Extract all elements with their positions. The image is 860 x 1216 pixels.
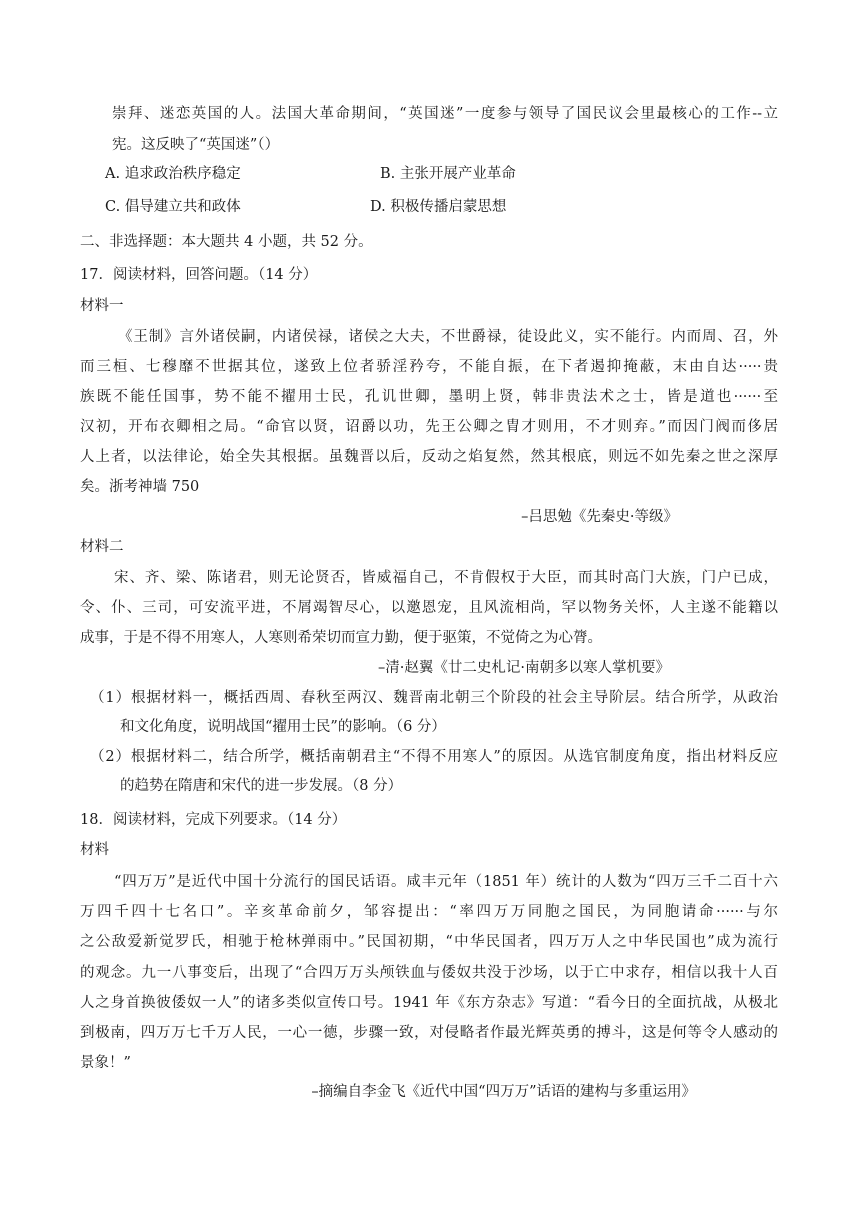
q17-subquestion2-line1: （2）根据材料二，结合所学，概括南朝君主“不得不用寒人”的原因。从选官制度角度，指出材料反应 [90, 749, 778, 765]
q17-material1-line: 《王制》言外诸侯嗣，内诸侯禄，诸侯之大夫，不世爵禄，徒设此义，实不能行。内而周、召，外 [118, 329, 778, 345]
q18-material-line: 万四千四十七名口”。辛亥革命前夕，邹容提出：“率四万万同胞之国民，为同胞请命······与尔 [80, 904, 778, 920]
q17-material2-line: 成事，于是不得不用寒人，人寒则希荣切而宣力勤，便于驱策，不觉倚之为心膂。 [80, 630, 602, 646]
q17-material1-line: 人上者，以法律论，始全失其根据。虽魏晋以后，反动之焰复然，然其根底，则远不如先秦之世之深厚 [80, 449, 778, 465]
q16-stem-line1: 崇拜、迷恋英国的人。法国大革命期间，“英国迷”一度参与领导了国民议会里最核心的工作--立 [112, 106, 778, 122]
q17-subquestion2-line2: 的趋势在隋唐和宋代的进一步发展。（8 分） [120, 778, 403, 794]
q17-material1-source: –吕思勉《先秦史·等级》 [521, 509, 678, 525]
q18-material-line: 之公敌爱新觉罗氏，相驰于枪林弹雨中。”民国初期，“中华民国者，四万万人之中华民国也”成为流行 [80, 934, 778, 950]
q17-material2-source: –清·赵翼《廿二史札记·南朝多以寒人掌机要》 [378, 660, 670, 676]
q18-material-line: 人之身首换彼倭奴一人”的诸多类似宣传口号。1941 年《东方杂志》写道：“看今日的全面抗战，从极北 [80, 995, 778, 1011]
q18-material-line: 到极南，四万万七千万人民，一心一德，步骤一致，对侵略者作最光辉英勇的搏斗，这是何等令人感动的 [80, 1025, 778, 1041]
section-heading: 二、非选择题：本大题共 4 小题，共 52 分。 [80, 234, 373, 250]
q18-material-source: –摘编自李金飞《近代中国“四万万”话语的建构与多重运用》 [311, 1084, 696, 1100]
q17-material1-label: 材料一 [80, 298, 124, 314]
q18-material-line: 的观念。九一八事变后，出现了“合四万万头颅铁血与倭奴共没于沙场，以于亡中求存，相信以我十人百 [80, 965, 778, 981]
q16-option-d: D. 积极传播启蒙思想 [370, 199, 507, 215]
q16-option-b: B. 主张开展产业革命 [380, 166, 516, 182]
q17-material1-line: 族既不能任国事，势不能不擢用士民，孔讥世卿，墨明上贤，韩非贵法术之士，皆是道也······至 [80, 389, 778, 405]
q17-subquestion1-line2: 和文化角度，说明战国“擢用士民”的影响。（6 分） [120, 719, 446, 735]
q18-material-label: 材料 [80, 842, 109, 858]
q17-subquestion1-line1: （1）根据材料一，概括西周、春秋至两汉、魏晋南北朝三个阶段的社会主导阶层。结合所学，从政治 [90, 690, 778, 706]
q18-material-line: 景象！” [80, 1055, 131, 1071]
q17-material1-line: 矣。浙考神墙 750 [80, 479, 200, 495]
q17-material2-label: 材料二 [80, 539, 124, 555]
q16-option-a: A. 追求政治秩序稳定 [105, 166, 241, 182]
q17-title: 17．阅读材料，回答问题。（14 分） [80, 267, 318, 283]
q16-stem-line2: 宪。这反映了“英国迷”（） [112, 137, 280, 153]
q17-material2-line: 令、仆、三司，可安流平进，不屑竭智尽心，以邀恩宠，且风流相尚，罕以物务关怀，人主遂不能籍以 [80, 600, 778, 616]
q17-material1-line: 汉初，开布衣卿相之局。“命官以贤，诏爵以功，先王公卿之胄才则用，不才则弃。”而因门阀而侈居 [80, 419, 778, 435]
q18-title: 18．阅读材料，完成下列要求。（14 分） [80, 812, 347, 828]
q17-material2-line: 宋、齐、梁、陈诸君，则无论贤否，皆威福自己，不肯假权于大臣，而其时高门大族，门户已成， [114, 570, 778, 586]
q18-material-line: “四万万”是近代中国十分流行的国民话语。咸丰元年（1851 年）统计的人数为“四万三千二百十六 [114, 874, 778, 890]
q17-material1-line: 而三桓、七穆靡不世据其位，遂致上位者骄淫矜夸，不能自振，在下者遏抑掩蔽，末由自达·····贵 [80, 359, 778, 375]
q16-option-c: C. 倡导建立共和政体 [105, 199, 241, 215]
